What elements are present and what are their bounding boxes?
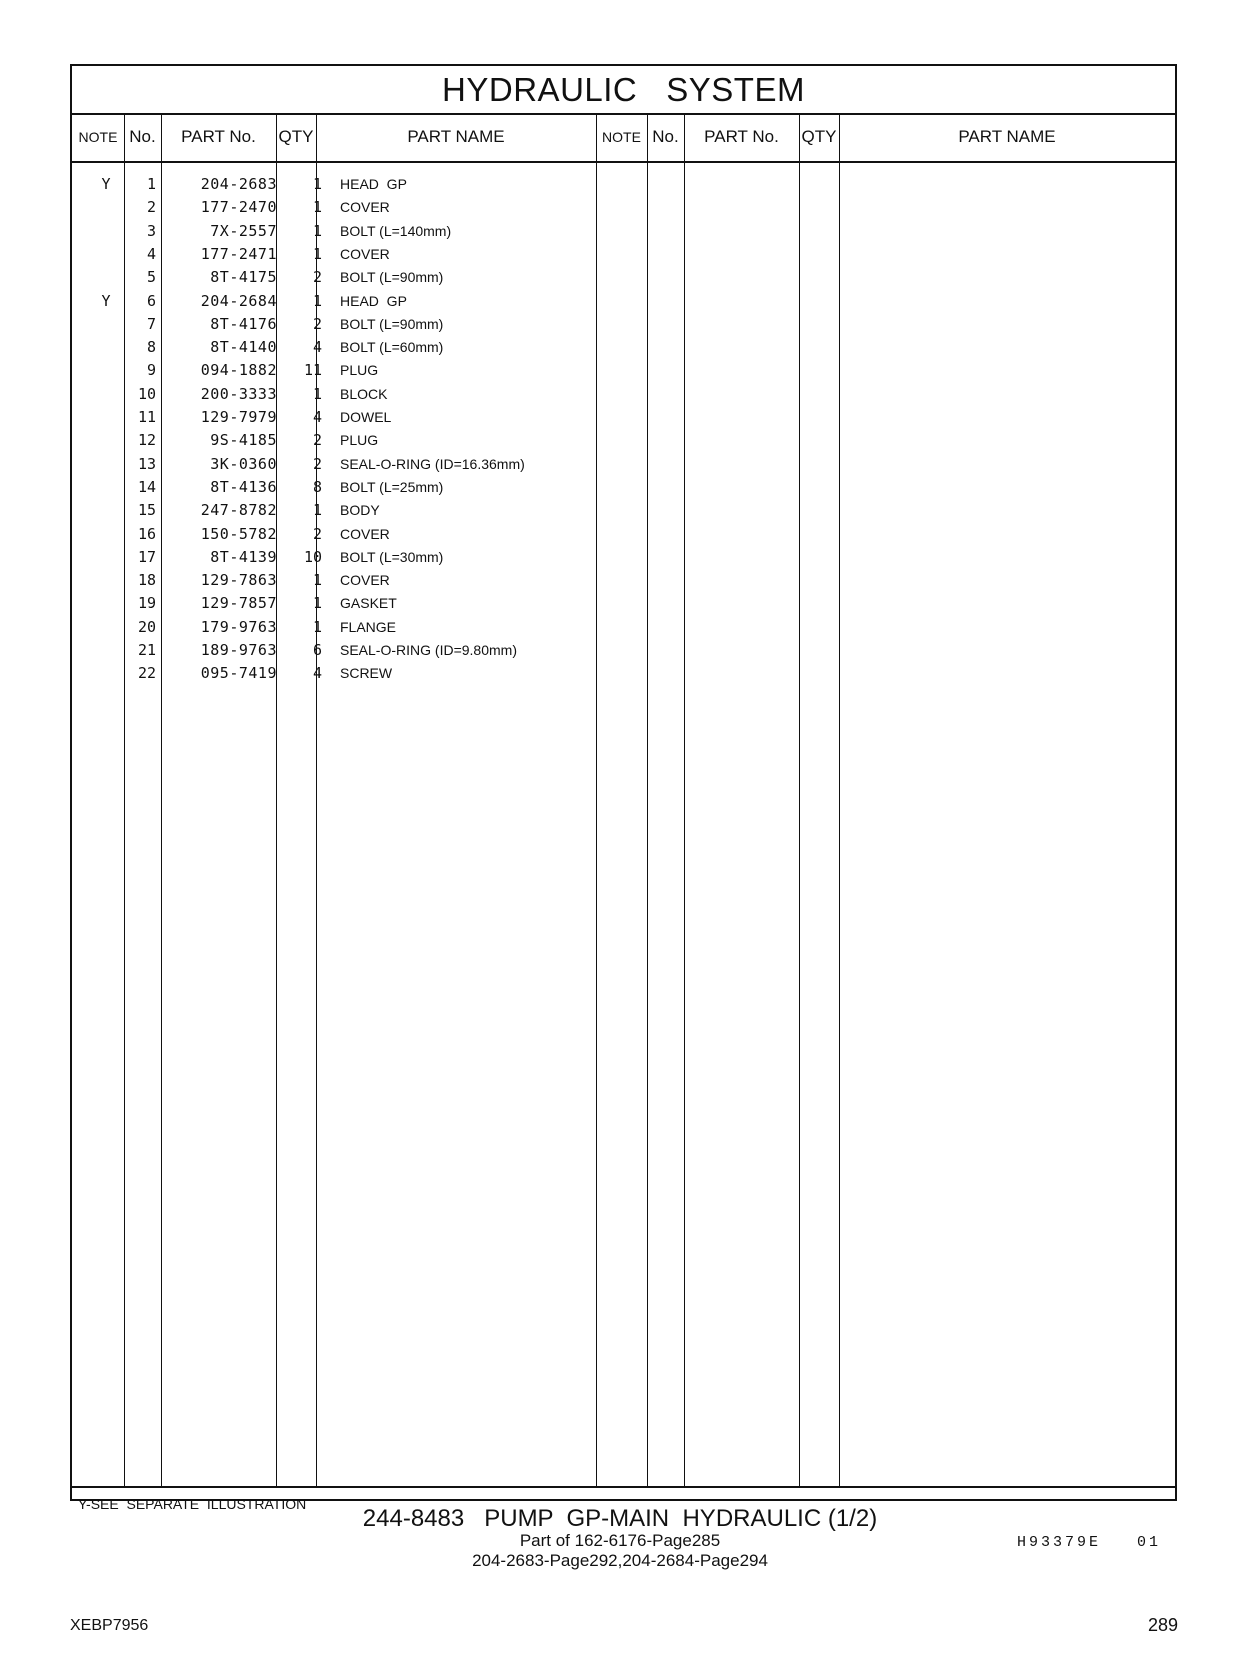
parts-table-body — [72, 161, 1175, 1486]
table-row — [72, 662, 1175, 685]
part-name-cell: COVER — [340, 572, 390, 589]
part-number-cell: 8T-4136 — [210, 477, 277, 496]
part-number-cell: 189-9763 — [200, 641, 277, 659]
footnote: Y-SEE SEPARATE ILLUSTRATION — [78, 1496, 307, 1512]
col-no-right: No. — [652, 127, 679, 146]
quantity-cell: 11 — [303, 361, 322, 380]
quantity-cell: 1 — [312, 244, 322, 263]
col-partno-right: PART No. — [704, 127, 779, 146]
item-number-cell: 19 — [137, 594, 156, 613]
part-number-cell: 204-2684 — [200, 291, 277, 310]
column-divider — [316, 113, 317, 161]
table-row — [72, 406, 1175, 429]
part-name-cell: SEAL-O-RING (ID=9.80mm) — [340, 642, 517, 658]
item-number-cell: 4 — [146, 244, 156, 263]
item-number-cell: 11 — [137, 408, 156, 426]
item-number-cell: 17 — [137, 547, 156, 566]
part-name-cell: BOLT (L=25mm) — [340, 478, 444, 495]
item-number-cell: 14 — [137, 477, 156, 496]
table-header — [72, 113, 1175, 163]
part-name-cell: BOLT (L=140mm) — [340, 222, 452, 239]
quantity-cell: 8 — [312, 477, 322, 496]
item-number-cell: 8 — [146, 338, 156, 357]
part-number-cell: 179-9763 — [200, 617, 277, 636]
part-number-cell: 3K-0360 — [210, 454, 277, 473]
table-row — [72, 453, 1175, 476]
table-row — [72, 336, 1175, 359]
quantity-cell: 1 — [312, 384, 322, 403]
part-number-cell: 129-7857 — [200, 594, 277, 613]
illustration-code: H93379E 01 — [1016, 1534, 1161, 1551]
column-divider — [684, 113, 685, 161]
document-id: XEBP7956 — [70, 1617, 149, 1634]
part-name-cell: HEAD GP — [340, 292, 407, 309]
table-row — [72, 220, 1175, 243]
part-name-cell: COVER — [340, 199, 390, 216]
item-number-cell: 2 — [146, 198, 156, 217]
part-number-cell: 7X-2557 — [210, 221, 277, 240]
quantity-cell: 10 — [303, 547, 322, 566]
part-name-cell: HEAD GP — [340, 176, 407, 192]
part-name-cell: SCREW — [340, 665, 393, 682]
page-number: 289 — [1147, 1615, 1178, 1635]
item-number-cell: 20 — [137, 617, 156, 636]
col-qty-right: QTY — [801, 127, 837, 146]
quantity-cell: 4 — [312, 408, 322, 426]
part-name-cell: PLUG — [340, 362, 379, 379]
item-number-cell: 6 — [146, 291, 156, 310]
quantity-cell: 2 — [312, 431, 322, 450]
table-row — [72, 639, 1175, 662]
quantity-cell: 4 — [312, 664, 322, 683]
column-divider — [161, 113, 162, 161]
column-divider — [596, 113, 597, 161]
table-row — [72, 476, 1175, 499]
quantity-cell: 1 — [312, 617, 322, 636]
part-number-cell: 9S-4185 — [210, 431, 277, 450]
item-number-cell: 1 — [146, 175, 156, 193]
part-number-cell: 8T-4140 — [210, 338, 277, 357]
quantity-cell: 2 — [312, 454, 322, 473]
quantity-cell: 1 — [312, 571, 322, 590]
item-number-cell: 15 — [137, 501, 156, 520]
table-row — [72, 359, 1175, 382]
group-caption: 244-8483 PUMP GP-MAIN HYDRAULIC (1/2) — [362, 1505, 878, 1532]
quantity-cell: 2 — [312, 268, 322, 287]
col-partno-left: PART No. — [181, 127, 256, 146]
part-number-cell: 204-2683 — [200, 175, 277, 193]
col-no-left: No. — [129, 127, 156, 146]
column-divider — [276, 113, 277, 161]
part-number-cell: 150-5782 — [200, 524, 277, 543]
table-row — [72, 313, 1175, 336]
item-number-cell: 9 — [146, 361, 156, 380]
table-row — [72, 546, 1175, 569]
part-number-cell: 200-3333 — [200, 384, 277, 403]
part-name-cell: BODY — [340, 502, 380, 519]
part-number-cell: 094-1882 — [200, 361, 277, 380]
part-name-cell: COVER — [340, 525, 390, 542]
quantity-cell: 1 — [312, 221, 322, 240]
part-name-cell: BOLT (L=30mm) — [340, 548, 444, 565]
col-qty-left: QTY — [278, 127, 314, 146]
part-name-cell: PLUG — [340, 432, 379, 449]
page-title: HYDRAULIC SYSTEM — [72, 66, 1175, 115]
table-row — [72, 383, 1175, 406]
column-divider — [839, 113, 840, 161]
part-number-cell: 095-7419 — [200, 664, 277, 683]
table-row — [72, 196, 1175, 219]
item-number-cell: 21 — [137, 641, 156, 659]
part-name-cell: BLOCK — [340, 385, 388, 402]
part-name-cell: BOLT (L=90mm) — [340, 269, 444, 286]
part-number-cell: 8T-4176 — [210, 314, 277, 333]
table-row — [72, 616, 1175, 639]
quantity-cell: 1 — [312, 291, 322, 310]
item-number-cell: 3 — [146, 221, 156, 240]
quantity-cell: 1 — [312, 175, 322, 193]
item-number-cell: 7 — [146, 314, 156, 333]
table-row — [72, 290, 1175, 313]
part-name-cell: BOLT (L=60mm) — [340, 339, 444, 356]
item-number-cell: 13 — [137, 454, 156, 473]
note-cell: Y — [101, 175, 111, 193]
table-row — [72, 523, 1175, 546]
table-row — [72, 173, 1175, 196]
part-number-cell: 177-2470 — [200, 198, 277, 217]
col-note-left: NOTE — [78, 129, 118, 145]
quantity-cell: 6 — [312, 641, 322, 659]
table-row — [72, 499, 1175, 522]
part-number-cell: 8T-4175 — [210, 268, 277, 287]
quantity-cell: 1 — [312, 198, 322, 217]
quantity-cell: 2 — [312, 314, 322, 333]
part-number-cell: 8T-4139 — [210, 547, 277, 566]
column-divider — [647, 113, 648, 161]
table-row — [72, 429, 1175, 452]
item-number-cell: 22 — [137, 664, 156, 683]
page-references: 204-2683-Page292,204-2684-Page294 — [472, 1551, 768, 1570]
item-number-cell: 12 — [137, 431, 156, 450]
col-partname-right: PART NAME — [958, 127, 1056, 146]
part-number-cell: 129-7979 — [200, 408, 277, 426]
table-row — [72, 592, 1175, 615]
col-note-right: NOTE — [602, 129, 641, 145]
quantity-cell: 2 — [312, 524, 322, 543]
part-name-cell: BOLT (L=90mm) — [340, 315, 444, 332]
table-row — [72, 266, 1175, 289]
item-number-cell: 10 — [137, 384, 156, 403]
part-number-cell: 247-8782 — [200, 501, 277, 520]
part-name-cell: FLANGE — [340, 618, 397, 635]
part-name-cell: DOWEL — [340, 409, 392, 425]
column-divider — [124, 113, 125, 161]
part-number-cell: 177-2471 — [200, 244, 277, 263]
column-divider — [799, 113, 800, 161]
table-row — [72, 243, 1175, 266]
part-name-cell: GASKET — [340, 595, 397, 612]
table-row — [72, 569, 1175, 592]
part-name-cell: COVER — [340, 245, 390, 262]
note-cell: Y — [101, 291, 111, 310]
part-number-cell: 129-7863 — [200, 571, 277, 590]
quantity-cell: 4 — [312, 338, 322, 357]
group-reference: Part of 162-6176-Page285 — [519, 1531, 721, 1550]
item-number-cell: 16 — [137, 524, 156, 543]
item-number-cell: 18 — [137, 571, 156, 590]
col-partname-left: PART NAME — [407, 127, 505, 146]
quantity-cell: 1 — [312, 594, 322, 613]
part-name-cell: SEAL-O-RING (ID=16.36mm) — [340, 455, 525, 472]
quantity-cell: 1 — [312, 501, 322, 520]
item-number-cell: 5 — [146, 268, 156, 287]
